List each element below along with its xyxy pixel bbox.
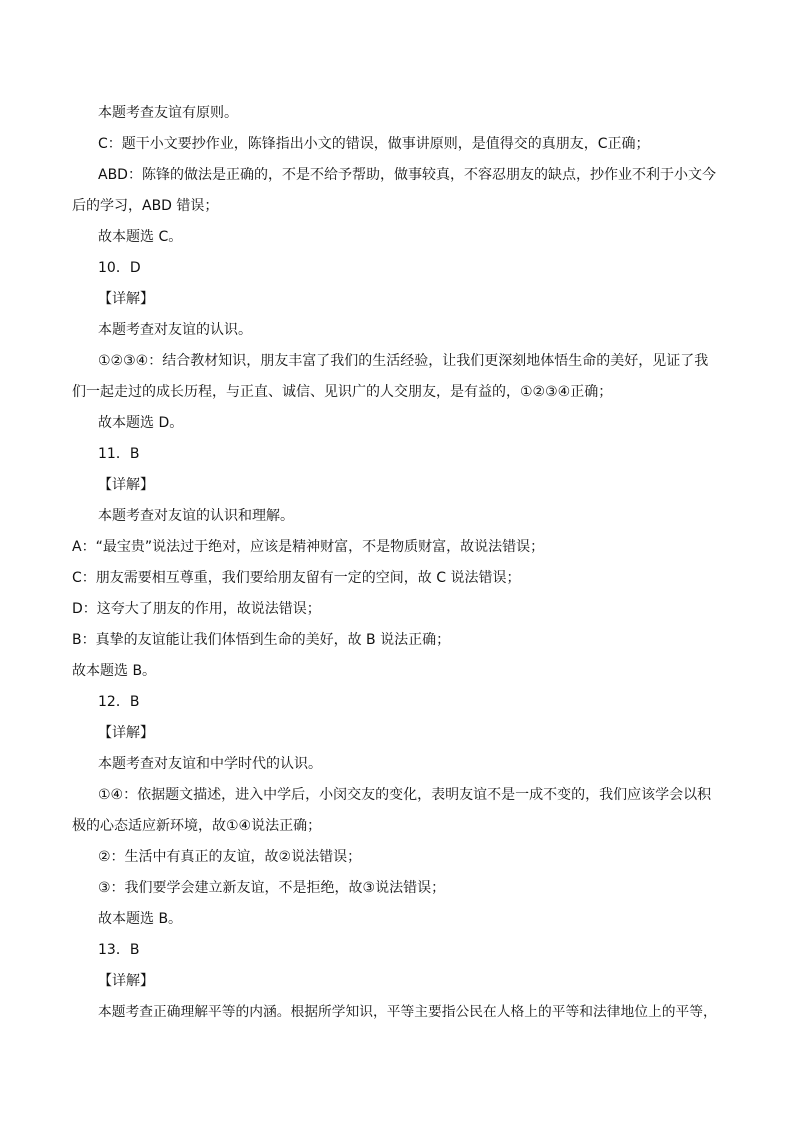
- text-line: 故本题选 C。: [98, 229, 183, 245]
- section-heading: 【详解】: [98, 477, 154, 493]
- text-line: A：“最宝贵”说法过于绝对，应该是精神财富，不是物质财富，故说法错误；: [72, 539, 545, 555]
- text-line: 本题考查对友谊的认识。: [98, 322, 252, 338]
- text-line: 极的心态适应新环境，故①④说法正确；: [72, 818, 322, 834]
- text-line: C：朋友需要相互尊重，我们要给朋友留有一定的空间，故 C 说法错误；: [72, 570, 521, 586]
- question-number: 10．D: [98, 260, 141, 276]
- text-line: 故本题选 B。: [98, 911, 183, 927]
- text-line: 本题考查友谊有原则。: [98, 105, 238, 121]
- section-heading: 【详解】: [98, 973, 154, 989]
- text-line: ③：我们要学会建立新友谊，不是拒绝，故③说法错误；: [98, 880, 446, 896]
- text-line: 本题考查对友谊和中学时代的认识。: [98, 756, 322, 772]
- text-line: B：真挚的友谊能让我们体悟到生命的美好，故 B 说法正确；: [72, 632, 451, 648]
- text-line: D：这夸大了朋友的作用，故说法错误；: [72, 601, 321, 617]
- question-number: 11．B: [98, 446, 140, 462]
- text-line: 故本题选 B。: [72, 663, 157, 679]
- text-line: ①②③④：结合教材知识，朋友丰富了我们的生活经验，让我们更深刻地体悟生命的美好，见证了我: [98, 353, 709, 369]
- section-heading: 【详解】: [98, 291, 154, 307]
- text-line: 本题考查对友谊的认识和理解。: [98, 508, 294, 524]
- question-number: 12．B: [98, 694, 140, 710]
- question-number: 13．B: [98, 942, 140, 958]
- text-line: 后的学习，ABD 错误；: [72, 198, 219, 214]
- text-line: 本题考查正确理解平等的内涵。根据所学知识，平等主要指公民在人格上的平等和法律地位上的平等，: [98, 1004, 717, 1020]
- text-line: 们一起走过的成长历程，与正直、诚信、见识广的人交朋友，是有益的，①②③④正确；: [72, 384, 613, 400]
- text-line: ②：生活中有真正的友谊，故②说法错误；: [98, 849, 362, 865]
- text-line: ①④：依据题文描述，进入中学后，小闵交友的变化，表明友谊不是一成不变的，我们应该学会以积: [98, 787, 712, 803]
- text-line: C：题干小文要抄作业，陈锋指出小文的错误，做事讲原则，是值得交的真朋友，C正确；: [98, 136, 650, 152]
- text-line: ABD：陈锋的做法是正确的，不是不给予帮助，做事较真，不容忍朋友的缺点，抄作业不利于小文今: [98, 167, 716, 183]
- section-heading: 【详解】: [98, 725, 154, 741]
- text-line: 故本题选 D。: [98, 415, 184, 431]
